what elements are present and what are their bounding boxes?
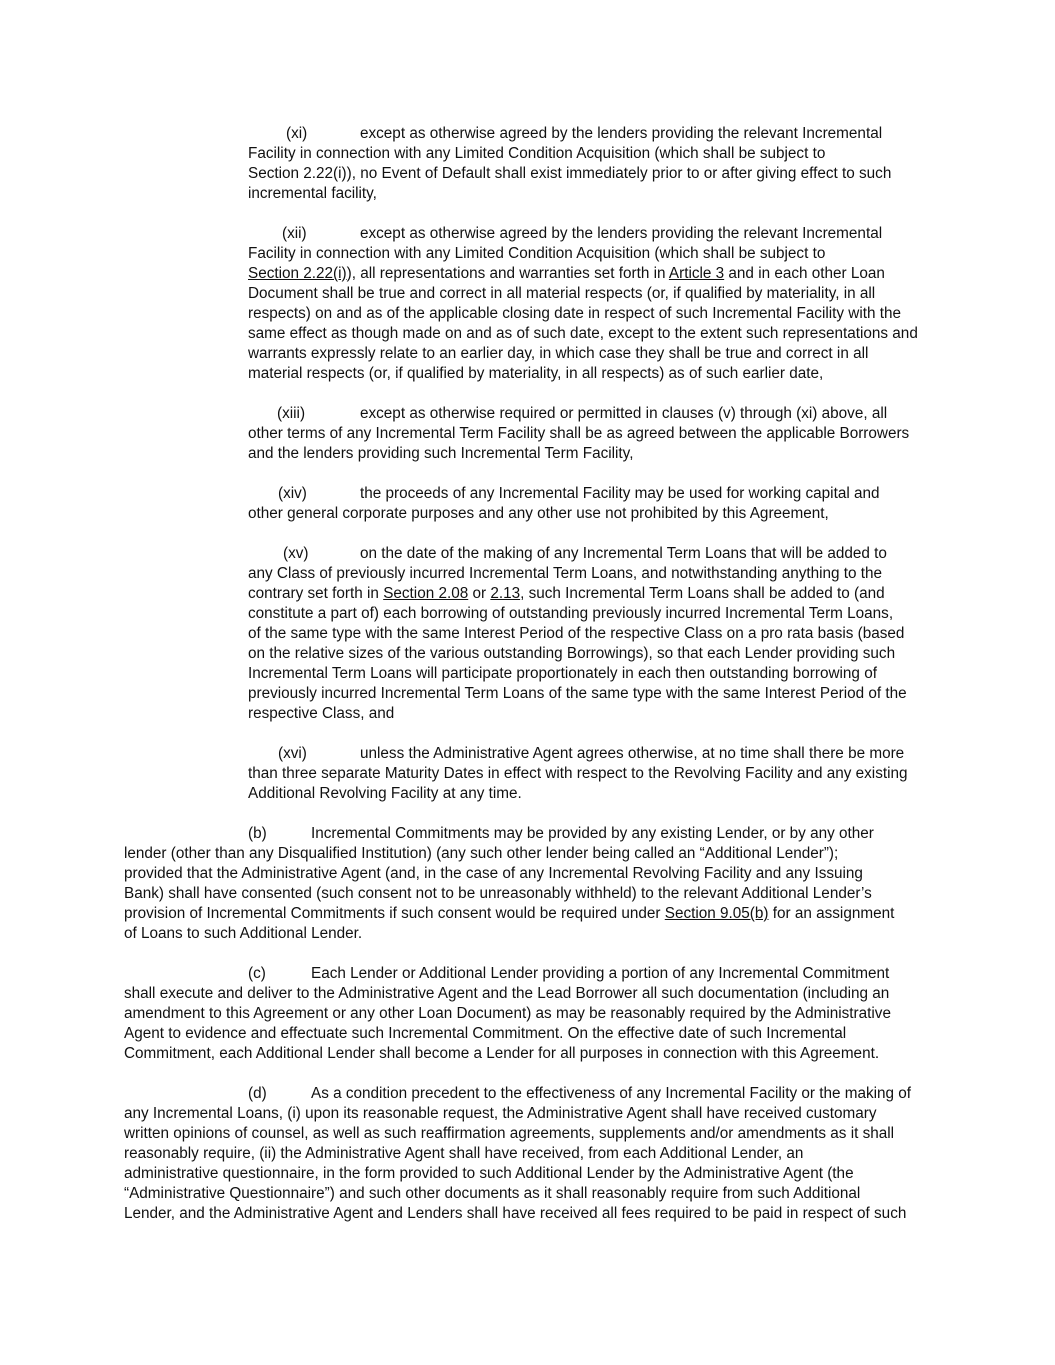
paragraph-line: Each Lender or Additional Lender providing a portion of any Incremental Commitment: [311, 965, 890, 982]
cross-reference: Section 2.22(i): [248, 265, 347, 282]
clause-line: material respects (or, if qualified by materiality, in all respects) as of such earlier date,: [248, 365, 824, 382]
clause-line: Additional Revolving Facility at any time.: [248, 785, 522, 802]
clause-marker: (xiv): [278, 485, 307, 502]
clause-marker: (xiii): [277, 405, 306, 422]
paragraph-line: shall execute and deliver to the Administrative Agent and the Lead Borrower all such documentation (including an: [124, 985, 890, 1002]
clause-line: any Class of previously incurred Incremental Term Loans, and notwithstanding anything to the: [248, 565, 883, 582]
paragraph-line: Lender, and the Administrative Agent and Lenders shall have received all fees required to be paid in respect of such: [124, 1205, 907, 1222]
clause-line: the proceeds of any Incremental Facility may be used for working capital and: [360, 485, 880, 502]
paragraph-marker: (d): [248, 1085, 267, 1102]
clause-line: on the date of the making of any Incremental Term Loans that will be added to: [360, 545, 887, 562]
paragraph-line: Incremental Commitments may be provided by any existing Lender, or by any other: [311, 825, 874, 842]
clause-line: Facility in connection with any Limited Condition Acquisition (which shall be subject to: [248, 245, 826, 262]
clause-line: except as otherwise required or permitted in clauses (v) through (xi) above, all: [360, 405, 888, 422]
paragraph-marker: (c): [248, 965, 266, 982]
paragraph-line: Agent to evidence and effectuate such Incremental Commitment. On the effective date of such Incremental: [124, 1025, 847, 1042]
clause-line: Document shall be true and correct in all material respects (or, if qualified by materiality, in all: [248, 285, 876, 302]
cross-reference: Article 3: [668, 265, 725, 282]
clause-marker: (xv): [283, 545, 309, 562]
clause-line: warrants expressly relate to an earlier day, in which case they shall be true and correct in all: [248, 345, 869, 362]
paragraph-line: of Loans to such Additional Lender.: [124, 925, 363, 942]
clause-line: than three separate Maturity Dates in effect with respect to the Revolving Facility and any existing: [248, 765, 908, 782]
clause-marker: (xi): [286, 125, 308, 142]
clause-line: same effect as though made on and as of such date, except to the extent such representations and: [248, 325, 918, 342]
clause-line: other terms of any Incremental Term Facility shall be as agreed between the applicable Borrowers: [248, 425, 910, 442]
clause-line: except as otherwise agreed by the lenders providing the relevant Incremental: [360, 125, 883, 142]
clause-line: respective Class, and: [248, 705, 395, 722]
clause-line: other general corporate purposes and any other use not prohibited by this Agreement,: [248, 505, 829, 522]
clause-line: except as otherwise agreed by the lenders providing the relevant Incremental: [360, 225, 883, 242]
paragraph-line: As a condition precedent to the effectiveness of any Incremental Facility or the making of: [311, 1085, 912, 1102]
paragraph-line: any Incremental Loans, (i) upon its reasonable request, the Administrative Agent shall have received customary: [124, 1105, 877, 1122]
clause-line: Facility in connection with any Limited Condition Acquisition (which shall be subject to: [248, 145, 826, 162]
paragraph-line: Bank) shall have consented (such consent not to be unreasonably withheld) to the relevant Additional Lender’s: [124, 885, 872, 902]
clause-line: respects) on and as of the applicable closing date in respect of such Incremental Facility with the: [248, 305, 902, 322]
paragraph-marker: (b): [248, 825, 267, 842]
clause-line: on the relative sizes of the various outstanding Borrowings), so that each Lender providing such: [248, 645, 896, 662]
paragraph-line: “Administrative Questionnaire”) and such other documents as it shall reasonably require from such Additional: [124, 1185, 861, 1202]
clause-line: incremental facility,: [248, 185, 377, 202]
paragraph-line: written opinions of counsel, as well as such reaffirmation agreements, supplements and/or amendments as it shall: [124, 1125, 895, 1142]
clause-line: contrary set forth in Section 2.08 or 2.13, such Incremental Term Loans shall be added to (and: [248, 585, 885, 602]
clause-line: constitute a part of) each borrowing of outstanding previously incurred Incremental Term Loans,: [248, 605, 894, 622]
clause-marker: (xvi): [278, 745, 307, 762]
clause-line: Section 2.22(i)), all representations and warranties set forth in Article 3 and in each other Loan: [248, 265, 885, 282]
paragraph-line: amendment to this Agreement or any other Loan Document) as may be reasonably required by the Administrative: [124, 1005, 891, 1022]
cross-reference: Section 9.05(b): [664, 905, 769, 922]
paragraph-line: lender (other than any Disqualified Institution) (any such other lender being called an “Additional Lender”);: [124, 845, 839, 862]
clause-line: Incremental Term Loans will participate proportionately in each then outstanding borrowing of: [248, 665, 877, 682]
clause-line: of the same type with the same Interest Period of the respective Class on a pro rata basis (based: [248, 625, 905, 642]
clause-line: previously incurred Incremental Term Loans of the same type with the same Interest Period of the: [248, 685, 907, 702]
clause-line: Section 2.22(i)), no Event of Default shall exist immediately prior to or after giving effect to such: [248, 165, 892, 182]
paragraph-line: administrative questionnaire, in the form provided to such Additional Lender by the Administrative Agent (the: [124, 1165, 854, 1182]
cross-reference: 2.13: [490, 585, 521, 602]
paragraph-line: Commitment, each Additional Lender shall become a Lender for all purposes in connection with this Agreement.: [124, 1045, 880, 1062]
paragraph-line: provision of Incremental Commitments if such consent would be required under Section 9.05(b) for an assignment: [124, 905, 895, 922]
paragraph-line: provided that the Administrative Agent (and, in the case of any Incremental Revolving Facility and any Issuing: [124, 865, 863, 882]
clause-marker: (xii): [282, 225, 307, 242]
cross-reference: Section 2.08: [383, 585, 469, 602]
paragraph-line: reasonably require, (ii) the Administrative Agent shall have received, from each Additional Lender, an: [124, 1145, 804, 1162]
clause-line: and the lenders providing such Incremental Term Facility,: [248, 445, 634, 462]
clause-line: unless the Administrative Agent agrees otherwise, at no time shall there be more: [360, 745, 905, 762]
